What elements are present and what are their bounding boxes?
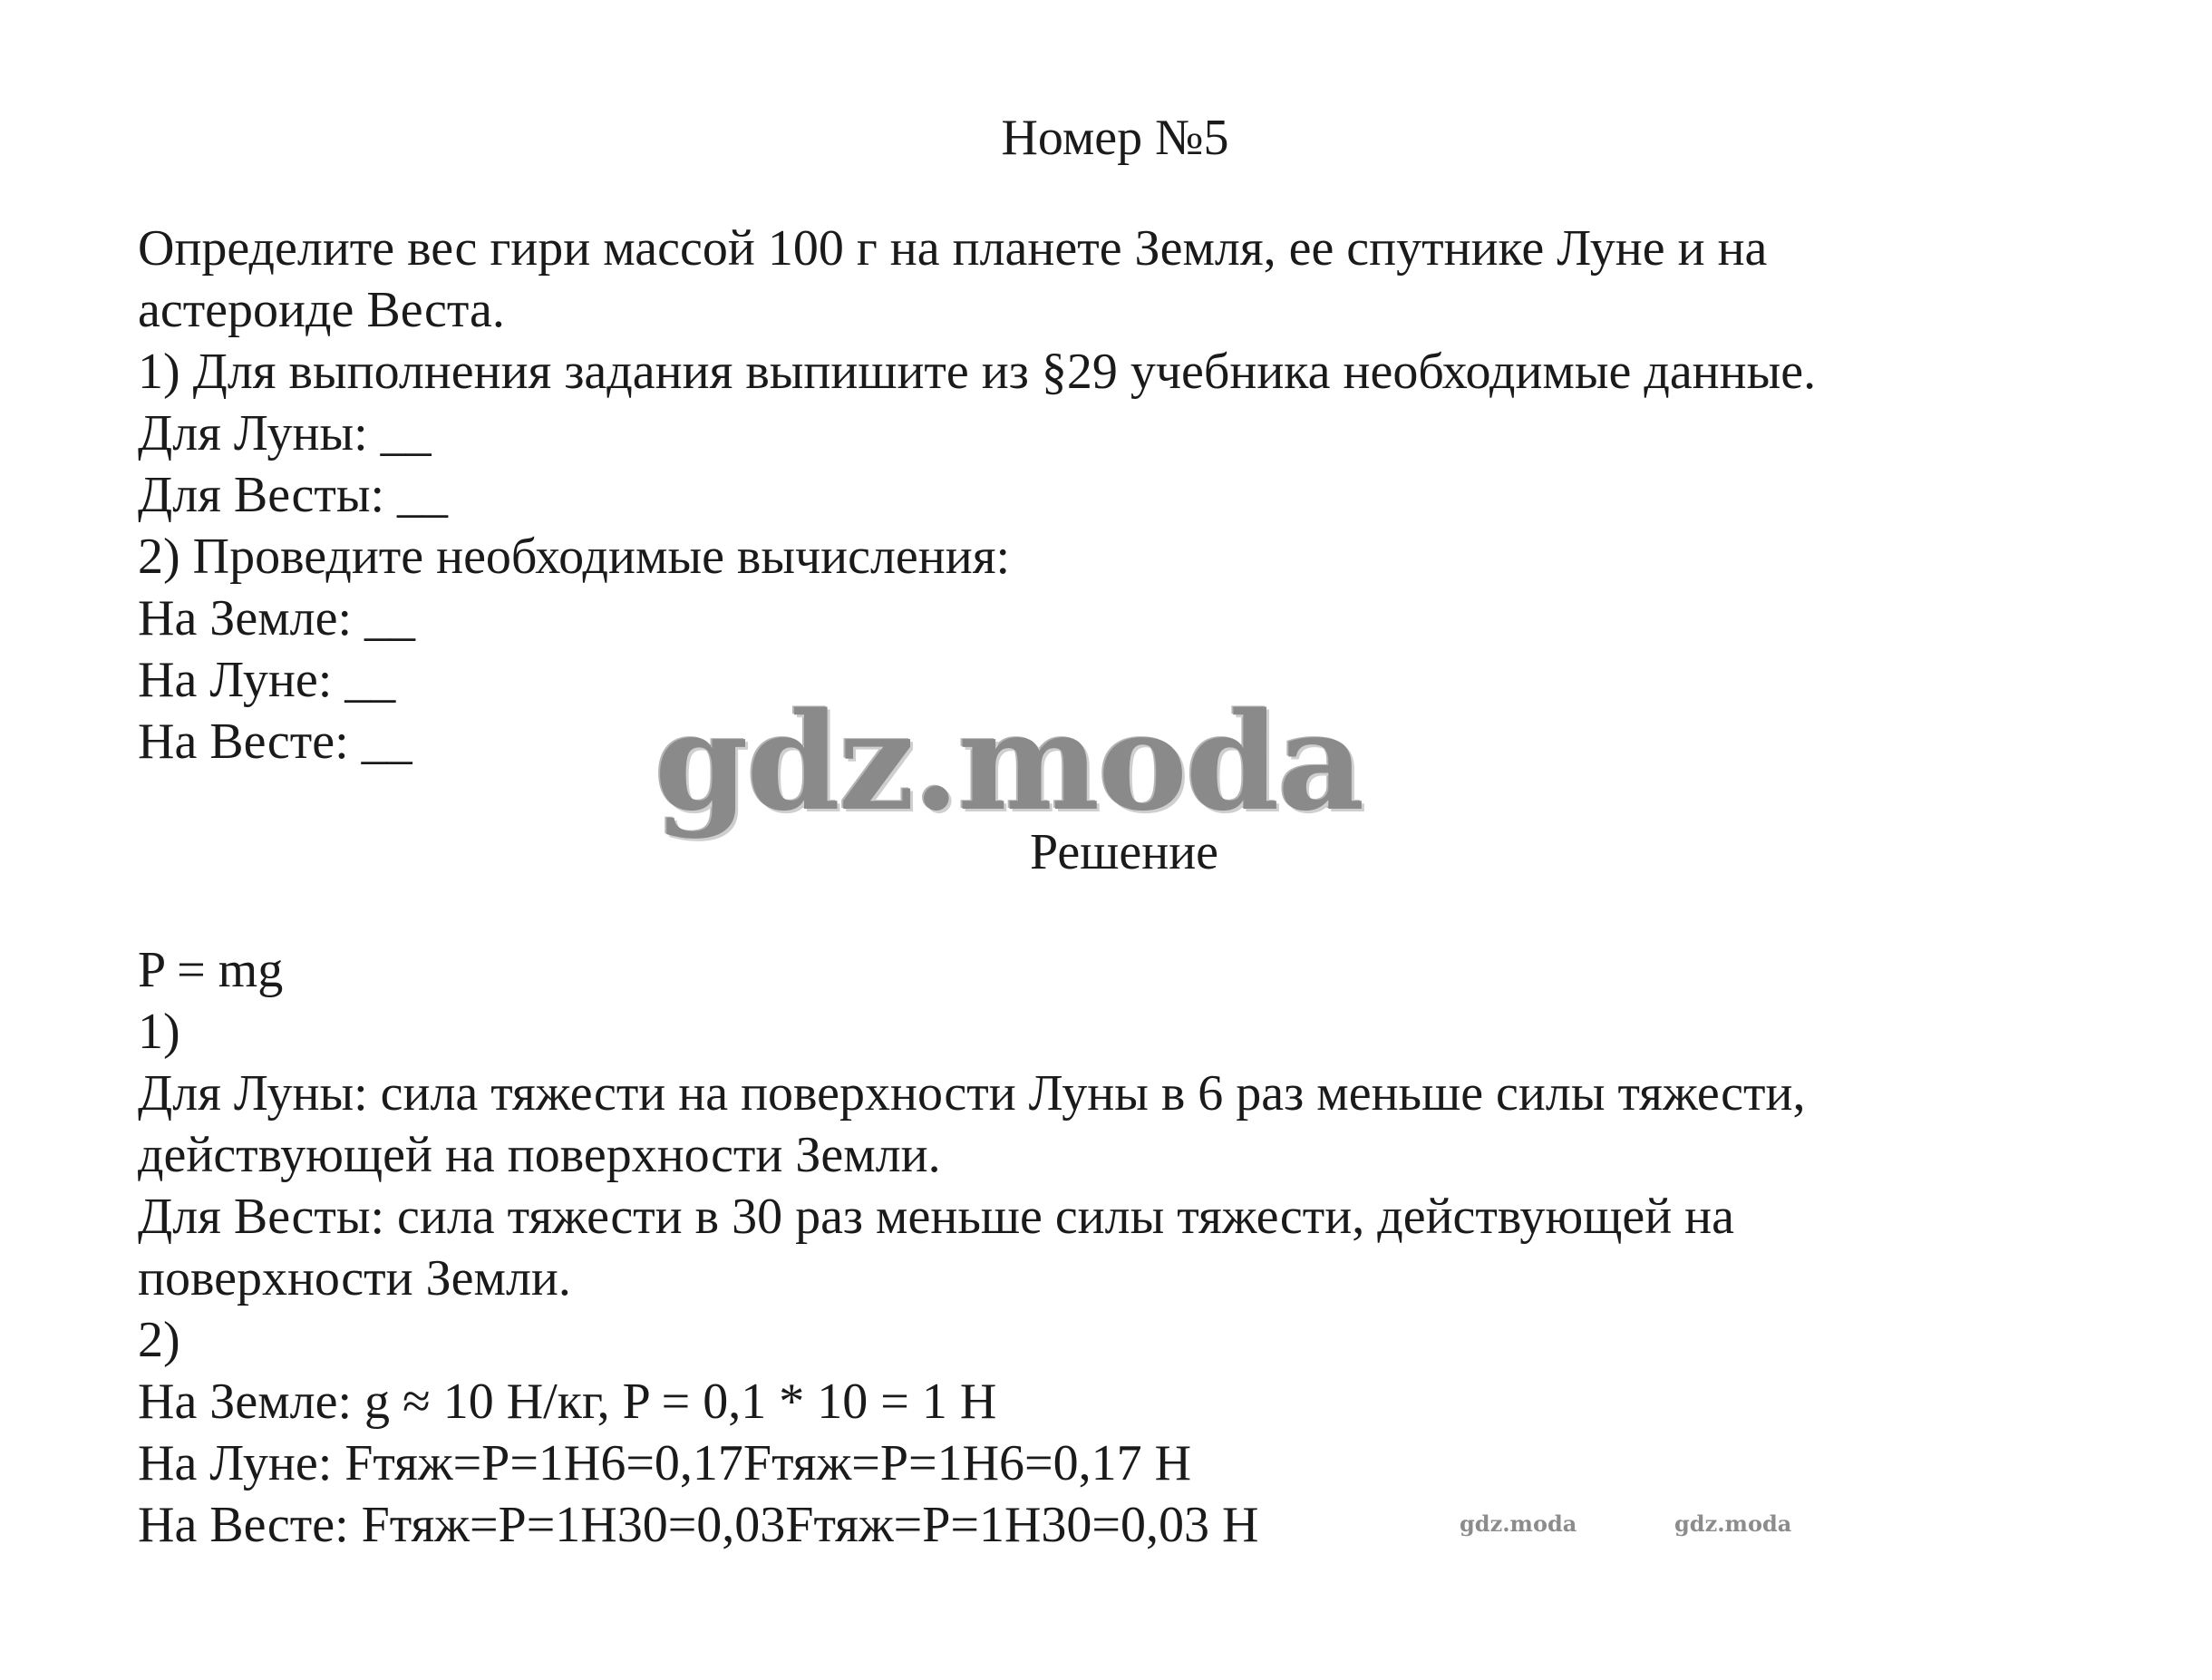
page-title: Номер №5 [1001,110,1229,166]
solution-text [138,939,1805,1556]
watermark-logo: gdz.moda [655,683,1363,840]
solution-line: 1) [138,1004,180,1060]
task-line: На Луне: __ [138,652,396,708]
solution-line: На Земле: g ≈ 10 Н/кг, P = 0,1 * 10 = 1 Н [138,1374,997,1430]
task-line: Для Луны: __ [138,405,432,461]
watermark-small: gdz.moda [1674,1510,1792,1537]
solution-heading: Решение [1029,824,1219,880]
task-line: Для Весты: __ [138,467,449,523]
solution-line: На Луне: Fтяж=P=1Н6=0,17Fтяж=P=1Н6=0,17 Н [138,1435,1192,1491]
task-line: На Земле: __ [138,590,416,646]
task-line: Определите вес гири массой 100 г на планете Земля, ее спутнике Луне и на [138,220,1768,277]
task-line: 2) Проведите необходимые вычисления: [138,529,1011,585]
task-line: На Весте: __ [138,714,412,770]
solution-line: Для Весты: сила тяжести в 30 раз меньше силы тяжести, действующей на [138,1189,1734,1245]
solution-line: поверхности Земли. [138,1250,571,1306]
task-line: 1) Для выполнения задания выпишите из §29 учебника необходимые данные. [138,344,1817,400]
solution-line: P = mg [138,942,284,998]
watermark-small: gdz.moda [1460,1510,1577,1537]
solution-line: действующей на поверхности Земли. [138,1127,941,1183]
task-line: астероиде Веста. [138,282,505,338]
solution-line: 2) [138,1312,180,1368]
solution-line: На Весте: Fтяж=P=1Н30=0,03Fтяж=P=1Н30=0,03 Н [138,1497,1259,1553]
solution-line: Для Луны: сила тяжести на поверхности Луны в 6 раз меньше силы тяжести, [138,1065,1806,1122]
